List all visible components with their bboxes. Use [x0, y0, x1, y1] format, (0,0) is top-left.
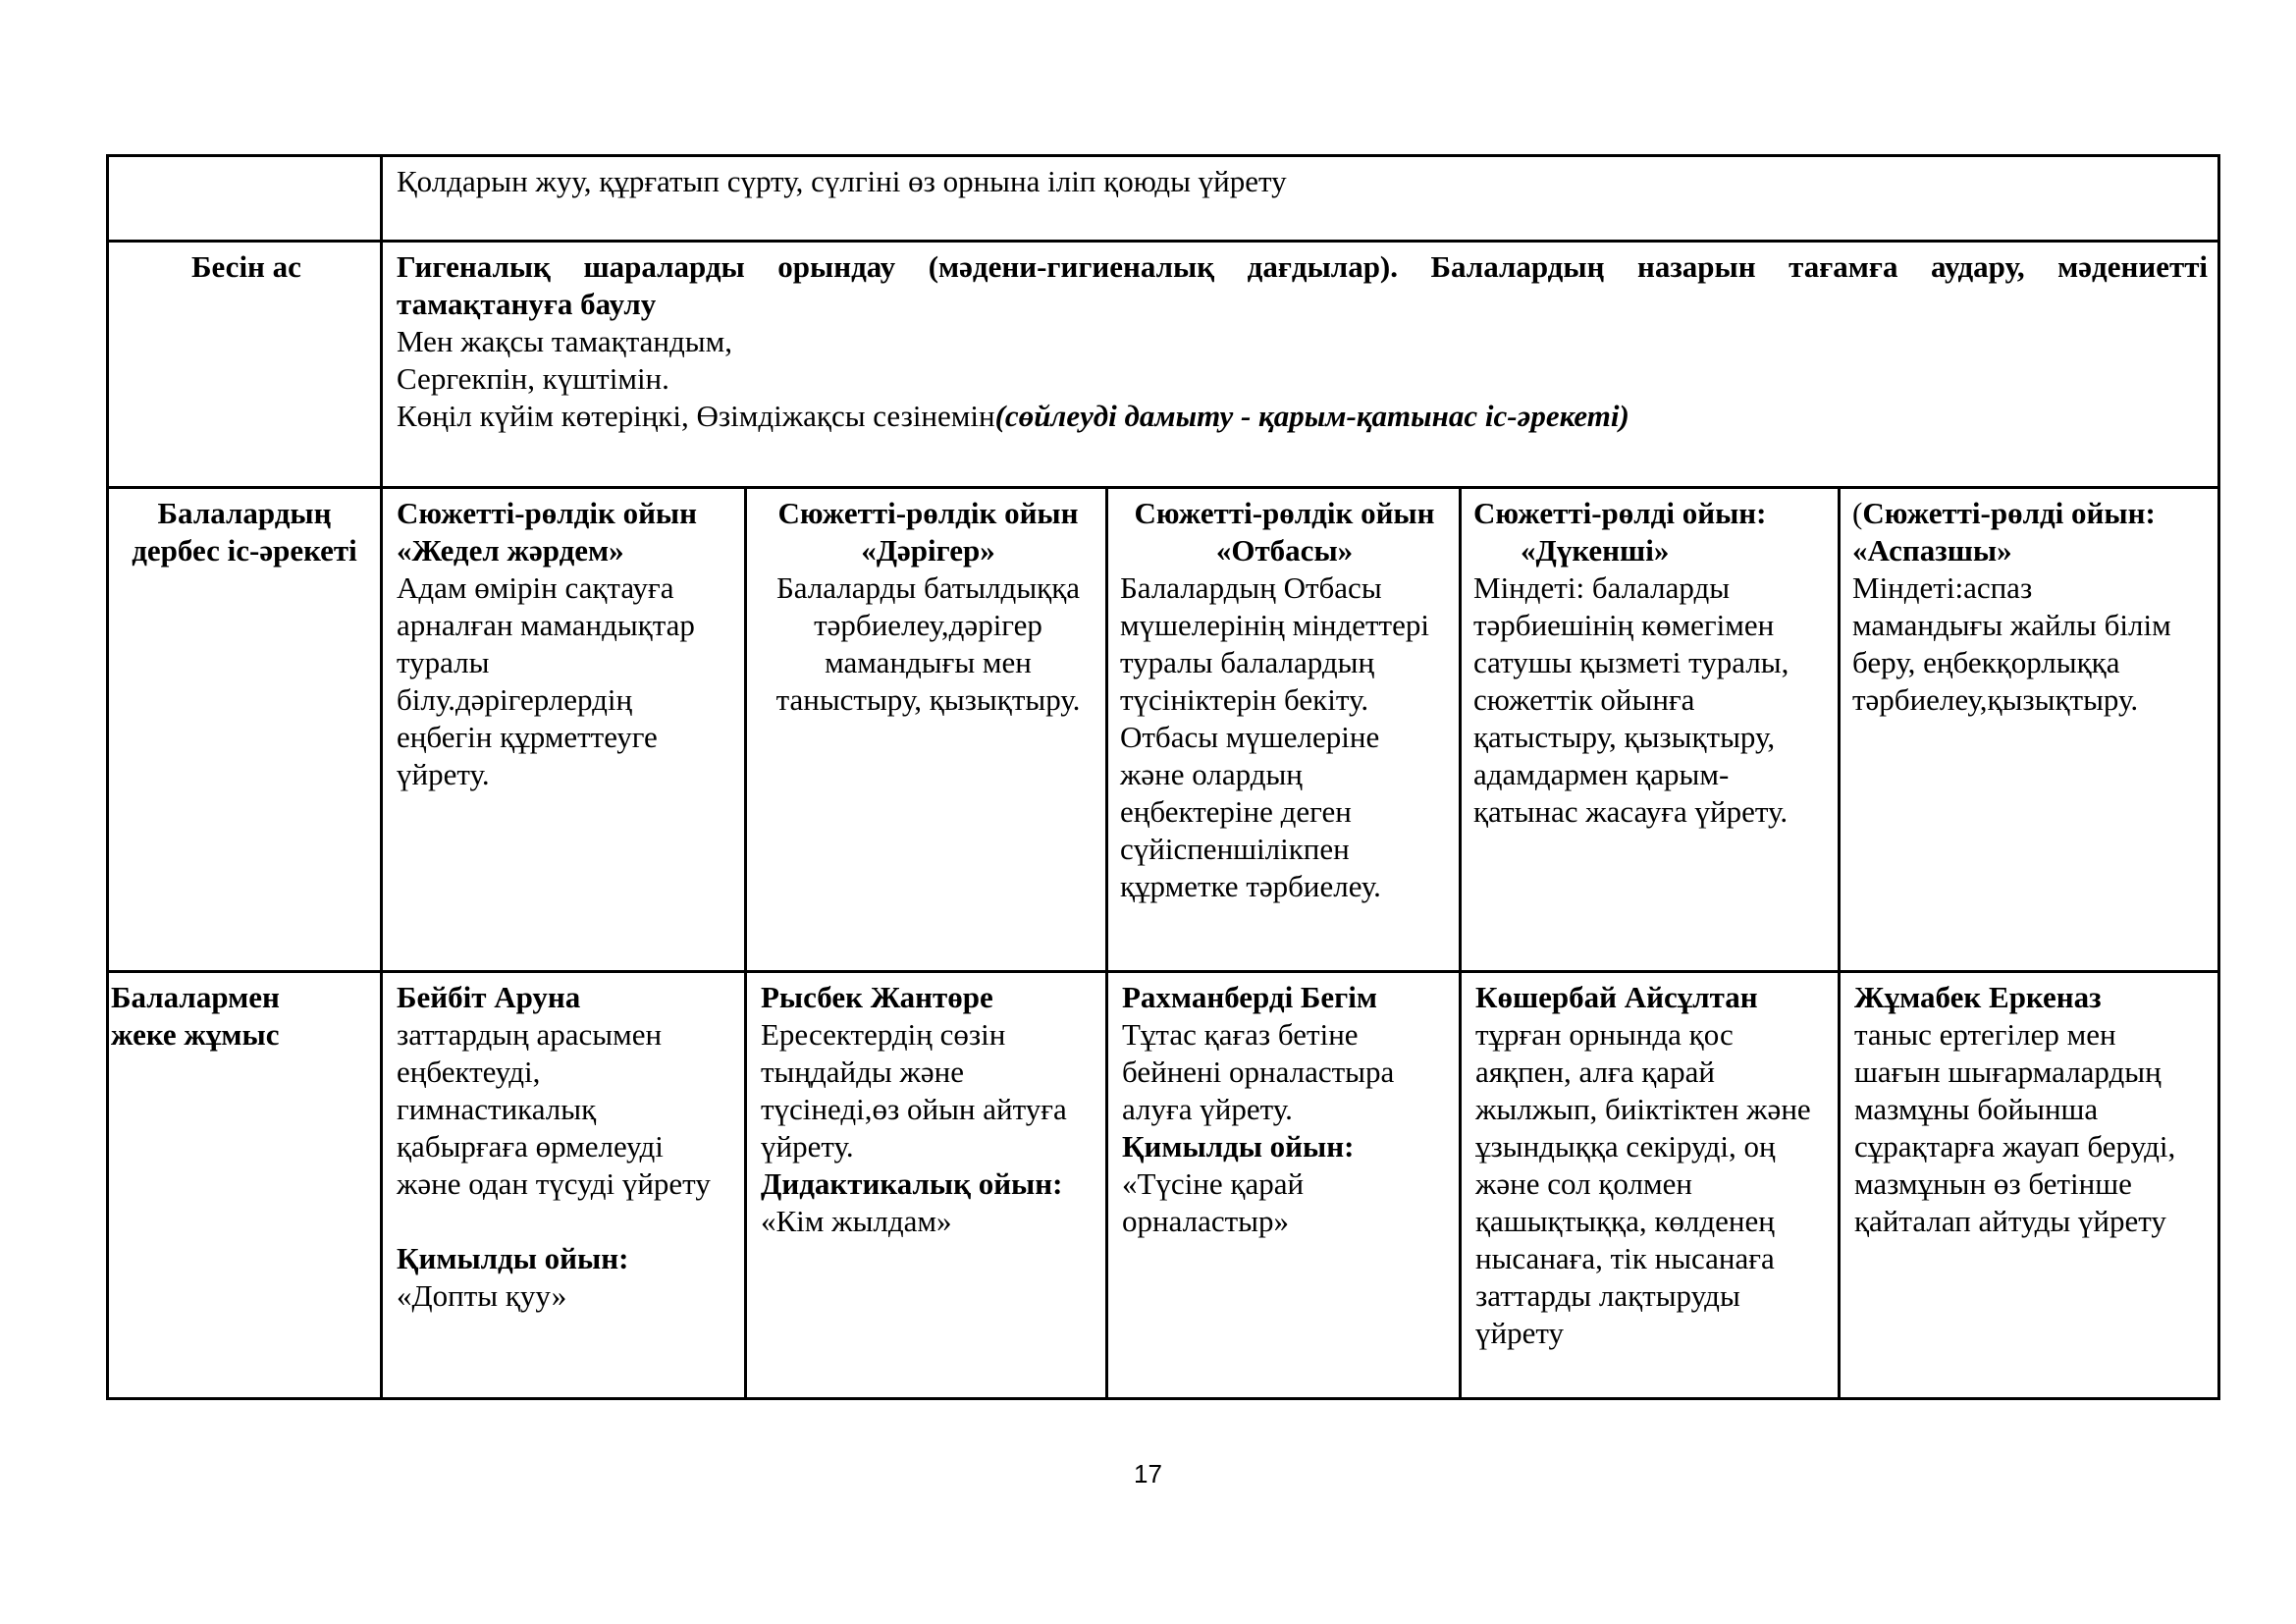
snack-line3-note: (сөйлеуді дамыту - қарым-қатынас іс-әрекеті)	[994, 399, 1629, 433]
child-4-line-5: және сол қолмен	[1475, 1166, 1692, 1201]
game-1-desc-3: туралы	[397, 645, 490, 679]
table-row-afternoon-snack	[108, 242, 2219, 488]
daily-plan-table	[106, 154, 2220, 1400]
child-1-line-5: және одан түсуді үйрету	[397, 1166, 711, 1201]
child-5-line-5: мазмұнын өз бетінше	[1854, 1166, 2132, 1201]
game-1-desc-4: білу.дәрігерлердің	[397, 682, 633, 717]
game-3-desc-1: Балалардың Отбасы	[1120, 570, 1382, 605]
child-cell-3	[1107, 972, 1461, 1399]
child-5-line-4: сұрақтарға жауап беруді,	[1854, 1129, 2176, 1164]
individual-label-line2: жеке жұмыс	[111, 1017, 280, 1052]
child-3-name: Рахманберді Бегім	[1122, 980, 1377, 1014]
child-3-line-2: бейнені орналастыра	[1122, 1055, 1395, 1089]
child-cell-2	[746, 972, 1107, 1399]
child-4-line-6: қашықтыққа, көлденең	[1475, 1204, 1775, 1238]
table-row-individual-work	[108, 972, 2219, 1399]
handwash-text: Қолдарын жуу, құрғатып сүрту, сүлгіні өз орнына іліп қоюды үйрету	[397, 164, 1287, 198]
snack-line1: Мен жақсы тамақтандым,	[397, 324, 732, 358]
individual-label-line1: Балалармен	[111, 980, 280, 1014]
game-cell-4	[1461, 488, 1840, 972]
row-label-independent-activity	[108, 488, 382, 972]
snack-line2: Сергекпін, күштімін.	[397, 361, 669, 396]
game-cell-3	[1107, 488, 1461, 972]
child-2-game-name: «Кім жылдам»	[761, 1204, 952, 1238]
game-5-name: «Аспазшы»	[1852, 533, 2012, 568]
game-cell-5	[1840, 488, 2219, 972]
child-3-game-name-2: орналастыр»	[1122, 1204, 1289, 1238]
table-row-independent-activity	[108, 488, 2219, 972]
child-2-name: Рысбек Жантөре	[761, 980, 993, 1014]
game-4-title: Сюжетті-рөлді ойын:	[1473, 496, 1767, 530]
game-cell-1	[382, 488, 746, 972]
game-1-desc-6: үйрету.	[397, 757, 490, 791]
game-1-title: Сюжетті-рөлдік ойын	[397, 496, 697, 530]
child-1-line-4: қабырғаға өрмелеуді	[397, 1129, 664, 1164]
child-5-line-6: қайталап айтуды үйрету	[1854, 1204, 2166, 1238]
game-3-desc-7: еңбектеріне деген	[1120, 794, 1352, 829]
game-3-desc-3: туралы балалардың	[1120, 645, 1375, 679]
child-1-game-name: «Допты қуу»	[397, 1278, 567, 1313]
child-2-line-4: үйрету.	[761, 1129, 854, 1164]
game-2-desc-4: таныстыру, қызықтыру.	[775, 682, 1081, 717]
game-1-desc-5: еңбегін құрметтеуге	[397, 720, 658, 754]
child-2-game-label: Дидактикалық ойын:	[761, 1166, 1063, 1201]
game-4-desc-7: қатынас жасауға үйрету.	[1473, 794, 1789, 829]
game-2-title: Сюжетті-рөлдік ойын	[777, 496, 1079, 530]
game-3-desc-4: түсініктерін бекіту.	[1120, 682, 1369, 717]
child-4-line-3: жылжып, биіктіктен және	[1475, 1092, 1811, 1126]
game-5-title-line	[1852, 495, 2208, 532]
game-3-desc-9: құрметке тәрбиелеу.	[1120, 869, 1381, 903]
game-1-desc-2: арналған мамандықтар	[397, 608, 695, 642]
game-5-desc-1: Міндеті:аспаз	[1852, 570, 2033, 605]
child-cell-5	[1840, 972, 2219, 1399]
child-1-game-label: Қимылды ойын:	[397, 1241, 629, 1275]
game-4-desc-5: қатыстыру, қызықтыру,	[1473, 720, 1776, 754]
child-5-name: Жұмабек Еркеназ	[1854, 980, 2102, 1014]
game-cell-2	[746, 488, 1107, 972]
game-4-desc-4: сюжеттік ойынға	[1473, 682, 1695, 717]
game-3-title: Сюжетті-рөлдік ойын	[1134, 496, 1435, 530]
game-3-desc-5: Отбасы мүшелеріне	[1120, 720, 1380, 754]
game-4-desc-6: адамдармен қарым-	[1473, 757, 1730, 791]
game-3-desc-6: және олардың	[1120, 757, 1303, 791]
snack-line3-text: Көңіл күйім көтеріңкі, Өзімдіжақсы сезінемін	[397, 399, 995, 433]
child-cell-1	[382, 972, 746, 1399]
game-5-desc-4: тәрбиелеу,қызықтыру.	[1852, 682, 2139, 717]
child-2-line-3: түсінеді,өз ойын айтуға	[761, 1092, 1067, 1126]
game-2-desc-3: мамандығы мен	[825, 645, 1032, 679]
game-5-desc	[1852, 569, 2208, 719]
child-3-game-name: «Түсіне қарай	[1122, 1166, 1305, 1201]
child-2-line-2: тыңдайды және	[761, 1055, 964, 1089]
snack-heading-line2: тамақтануға баулу	[397, 287, 657, 321]
game-5-title-prefix: (	[1852, 496, 1863, 530]
handwash-cell	[382, 156, 2219, 242]
game-5-title: Сюжетті-рөлді ойын:	[1862, 496, 2156, 530]
row-label-empty	[108, 156, 382, 242]
page-number: 17	[1134, 1459, 1162, 1489]
game-4-desc-1: Міндеті: балаларды	[1473, 570, 1731, 605]
game-3-name: «Отбасы»	[1215, 533, 1354, 568]
game-2-name: «Дәрігер»	[861, 533, 995, 568]
child-2-line-1: Ересектердің сөзін	[761, 1017, 1006, 1052]
child-4-line-7: нысанаға, тік нысанаға	[1475, 1241, 1775, 1275]
game-1-desc-1: Адам өмірін сақтауға	[397, 570, 674, 605]
child-1-line-1: заттардың арасымен	[397, 1017, 663, 1052]
game-5-desc-2: мамандығы жайлы білім	[1852, 608, 2171, 642]
child-4-line-9: үйрету	[1475, 1316, 1564, 1350]
row-label-afternoon-snack	[108, 242, 382, 488]
child-3-line-1: Тұтас қағаз бетіне	[1122, 1017, 1359, 1052]
child-1-line-3: гимнастикалық	[397, 1092, 597, 1126]
game-4-desc-3: сатушы қызметі туралы,	[1473, 645, 1789, 679]
independent-label-line2: дербес іс-әрекеті	[132, 533, 357, 568]
row-label-individual-work	[108, 972, 382, 1399]
afternoon-snack-cell	[382, 242, 2219, 488]
child-1-name: Бейбіт Аруна	[397, 980, 581, 1014]
child-4-line-8: заттарды лақтыруды	[1475, 1278, 1740, 1313]
independent-label-line1: Балалардың	[157, 496, 332, 530]
child-4-line-4: ұзындыққа секіруді, оң	[1475, 1129, 1776, 1164]
child-4-name: Көшербай Айсұлтан	[1475, 980, 1758, 1014]
child-4-line-2: аяқпен, алға қарай	[1475, 1055, 1715, 1089]
child-5-line-2: шағын шығармалардың	[1854, 1055, 2162, 1089]
game-3-desc-2: мүшелерінің міндеттері	[1120, 608, 1429, 642]
child-3-line-3: алуға үйрету.	[1122, 1092, 1293, 1126]
game-5-desc-3: беру, еңбекқорлыққа	[1852, 645, 2120, 679]
game-4-name: «Дүкенші»	[1521, 533, 1670, 568]
child-1-spacer	[397, 1203, 734, 1240]
child-5-line-3: мазмұны бойынша	[1854, 1092, 2099, 1126]
game-2-desc	[761, 569, 1095, 719]
game-4-desc-2: тәрбиешінің көмегімен	[1473, 608, 1775, 642]
game-3-desc-8: сүйіспеншілікпен	[1120, 832, 1350, 866]
child-5-line-1: таныс ертегілер мен	[1854, 1017, 2116, 1052]
snack-line3	[397, 398, 2208, 435]
table-row-handwash	[108, 156, 2219, 242]
child-4-line-1: тұрған орнында қос	[1475, 1017, 1734, 1052]
game-2-desc-1: Балаларды батылдыққа	[775, 570, 1081, 605]
child-1-line-2: еңбектеуді,	[397, 1055, 541, 1089]
snack-heading-line1: Гигеналық шараларды орындау (мәдени-гигиеналық дағдылар). Балалардың назарын тағамға аудару, мәдениетті	[397, 249, 2209, 284]
child-cell-4	[1461, 972, 1840, 1399]
game-2-desc-2: тәрбиелеу,дәрігер	[814, 608, 1042, 642]
child-3-game-label: Қимылды ойын:	[1122, 1129, 1355, 1164]
afternoon-snack-label: Бесін ас	[191, 249, 301, 284]
game-1-name: «Жедел жәрдем»	[397, 533, 624, 568]
